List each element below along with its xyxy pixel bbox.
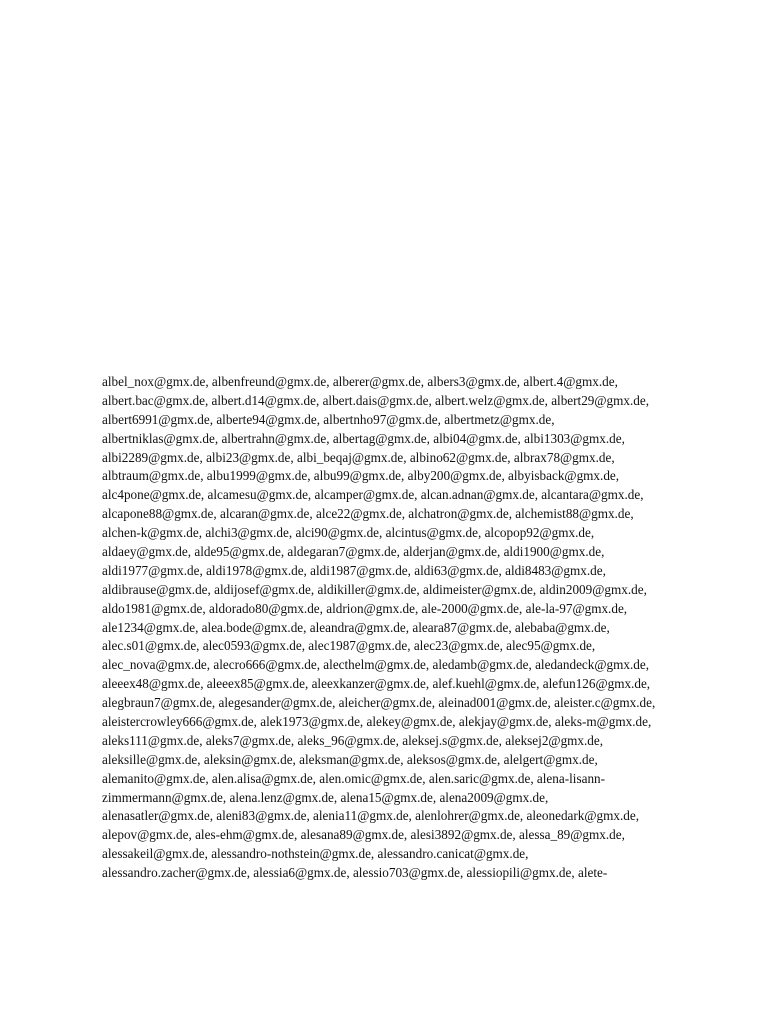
text-line: albert.bac@gmx.de, albert.d14@gmx.de, albert.dais@gmx.de, albert.welz@gmx.de, albert29@gmx.de, (102, 392, 650, 408)
text-line: albel_nox@gmx.de, albenfreund@gmx.de, alberer@gmx.de, albers3@gmx.de, albert.4@gmx.de, (102, 374, 618, 389)
text-line: alec_nova@gmx.de, alecro666@gmx.de, alecthelm@gmx.de, aledamb@gmx.de, aledandeck@gmx.de, (102, 657, 650, 673)
text-line: alessakeil@gmx.de, alessandro-nothstein@gmx.de, alessandro.canicat@gmx.de, (102, 846, 529, 862)
text-line: aldi1977@gmx.de, aldi1978@gmx.de, aldi1987@gmx.de, aldi63@gmx.de, aldi8483@gmx.de, (102, 562, 606, 578)
text-line: albertniklas@gmx.de, albertrahn@gmx.de, albertag@gmx.de, albi04@gmx.de, albi1303@gmx.de, (102, 430, 625, 446)
text-line: alchen-k@gmx.de, alchi3@gmx.de, alci90@gmx.de, alcintus@gmx.de, alcopop92@gmx.de, (102, 525, 595, 541)
text-line: aldaey@gmx.de, alde95@gmx.de, aldegaran7@gmx.de, alderjan@gmx.de, aldi1900@gmx.de, (102, 544, 605, 560)
text-line: alepov@gmx.de, ales-ehm@gmx.de, alesana89@gmx.de, alesi3892@gmx.de, alessa_89@gmx.de, (102, 827, 625, 843)
text-line: zimmermann@gmx.de, alena.lenz@gmx.de, alena15@gmx.de, alena2009@gmx.de, (102, 789, 549, 805)
text-line: alemanito@gmx.de, alen.alisa@gmx.de, alen.omic@gmx.de, alen.saric@gmx.de, alena-lisann- (102, 770, 606, 786)
text-line: aldo1981@gmx.de, aldorado80@gmx.de, aldrion@gmx.de, ale-2000@gmx.de, ale-la-97@gmx.de, (102, 600, 628, 616)
text-line: aldibrause@gmx.de, aldijosef@gmx.de, aldikiller@gmx.de, aldimeister@gmx.de, aldin2009@gmx.de, (102, 581, 647, 597)
text-line: alenasatler@gmx.de, aleni83@gmx.de, alenia11@gmx.de, alenlohrer@gmx.de, aleonedark@gmx.de, (102, 808, 640, 824)
text-line: aleks111@gmx.de, aleks7@gmx.de, aleks_96@gmx.de, aleksej.s@gmx.de, aleksej2@gmx.de, (102, 732, 604, 748)
text-line: alc4pone@gmx.de, alcamesu@gmx.de, alcamper@gmx.de, alcan.adnan@gmx.de, alcantara@gmx.de, (102, 487, 644, 503)
text-line: ale1234@gmx.de, alea.bode@gmx.de, aleandra@gmx.de, aleara87@gmx.de, alebaba@gmx.de, (102, 619, 610, 635)
email-list-text-block (102, 373, 722, 883)
text-line: alessandro.zacher@gmx.de, alessia6@gmx.de, alessio703@gmx.de, alessiopili@gmx.de, alete- (102, 865, 608, 881)
text-line: aleksille@gmx.de, aleksin@gmx.de, aleksman@gmx.de, aleksos@gmx.de, alelgert@gmx.de, (102, 751, 598, 767)
text-line: aleeex48@gmx.de, aleeex85@gmx.de, aleexkanzer@gmx.de, alef.kuehl@gmx.de, alefun126@gmx.de, (102, 676, 651, 692)
text-line: albi2289@gmx.de, albi23@gmx.de, albi_beqaj@gmx.de, albino62@gmx.de, albrax78@gmx.de, (102, 449, 615, 465)
text-line: alegbraun7@gmx.de, alegesander@gmx.de, aleicher@gmx.de, aleinad001@gmx.de, aleister.c@gmx.de, (102, 695, 656, 711)
text-line: alec.s01@gmx.de, alec0593@gmx.de, alec1987@gmx.de, alec23@gmx.de, alec95@gmx.de, (102, 638, 596, 654)
text-line: alcapone88@gmx.de, alcaran@gmx.de, alce22@gmx.de, alchatron@gmx.de, alchemist88@gmx.de, (102, 506, 634, 522)
text-line: albtraum@gmx.de, albu1999@gmx.de, albu99@gmx.de, alby200@gmx.de, albyisback@gmx.de, (102, 468, 620, 484)
text-line: albert6991@gmx.de, alberte94@gmx.de, albertnho97@gmx.de, albertmetz@gmx.de, (102, 411, 555, 427)
text-line: aleistercrowley666@gmx.de, alek1973@gmx.de, alekey@gmx.de, alekjay@gmx.de, aleks-m@gmx.de, (102, 714, 652, 730)
